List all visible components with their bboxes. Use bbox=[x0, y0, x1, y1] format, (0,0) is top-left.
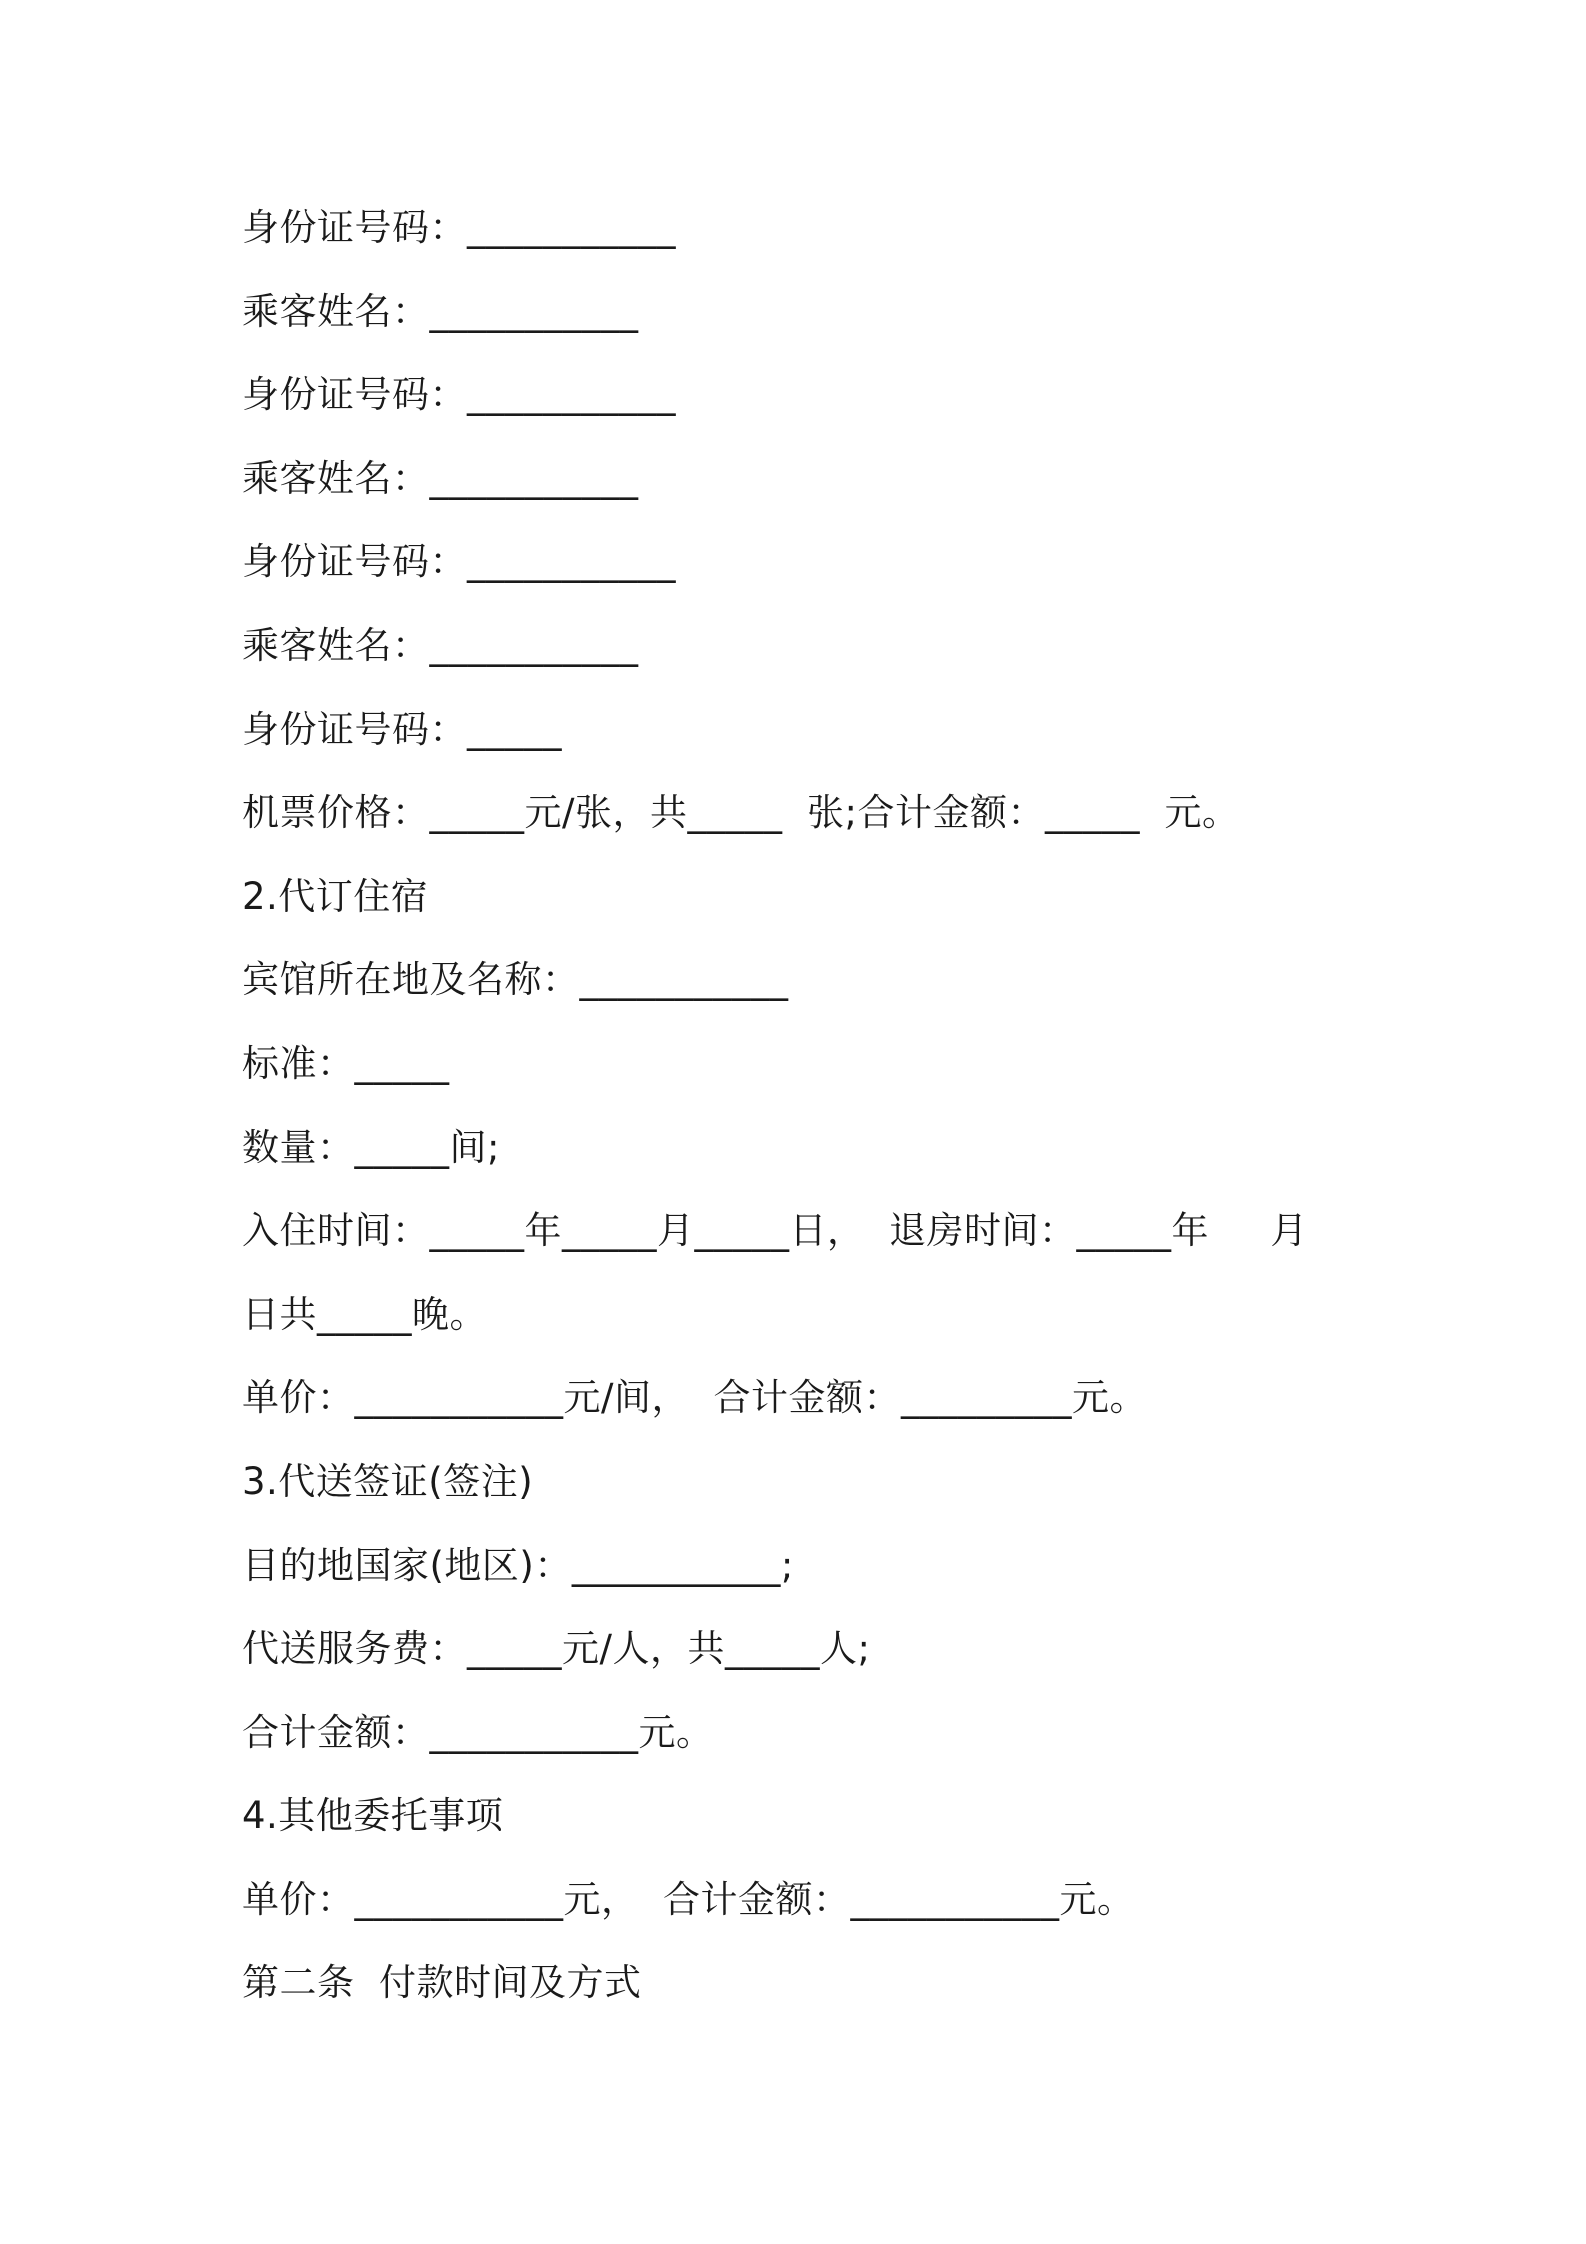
text-line: 合计金额：___________元。 bbox=[242, 1710, 714, 1754]
text-line: 目的地国家(地区)：___________; bbox=[242, 1543, 794, 1587]
text-line: 单价：___________元， 合计金额：___________元。 bbox=[242, 1877, 1135, 1921]
text-line: 乘客姓名：___________ bbox=[242, 456, 639, 500]
text-line: 乘客姓名：___________ bbox=[242, 623, 639, 667]
text-line: 身份证号码：_____ bbox=[242, 707, 562, 751]
section-heading: 2.代订住宿 bbox=[242, 874, 429, 918]
text-line: 标准：_____ bbox=[242, 1041, 450, 1085]
article-heading: 第二条 付款时间及方式 bbox=[242, 1961, 642, 2005]
text-line: 代送服务费：_____元/人，共_____人; bbox=[242, 1627, 871, 1671]
section-heading: 4.其他委托事项 bbox=[242, 1794, 504, 1838]
section-heading: 3.代送签证(签注) bbox=[242, 1459, 534, 1503]
document-body bbox=[242, 200, 1392, 2039]
text-line: 入住时间：_____年_____月_____日， 退房时间：_____年 月 bbox=[242, 1209, 1308, 1253]
text-line: 单价：___________元/间， 合计金额：_________元。 bbox=[242, 1376, 1147, 1420]
text-line: 日共_____晚。 bbox=[242, 1292, 487, 1336]
text-line: 身份证号码：___________ bbox=[242, 373, 676, 417]
text-line: 身份证号码：___________ bbox=[242, 540, 676, 584]
text-line: 数量：_____间; bbox=[242, 1125, 500, 1169]
text-line: 身份证号码：___________ bbox=[242, 206, 676, 249]
text-line: 乘客姓名：___________ bbox=[242, 289, 639, 333]
text-line: 宾馆所在地及名称：___________ bbox=[242, 958, 789, 1002]
text-line: 机票价格：_____元/张，共_____ 张;合计金额：_____ 元。 bbox=[242, 791, 1240, 835]
